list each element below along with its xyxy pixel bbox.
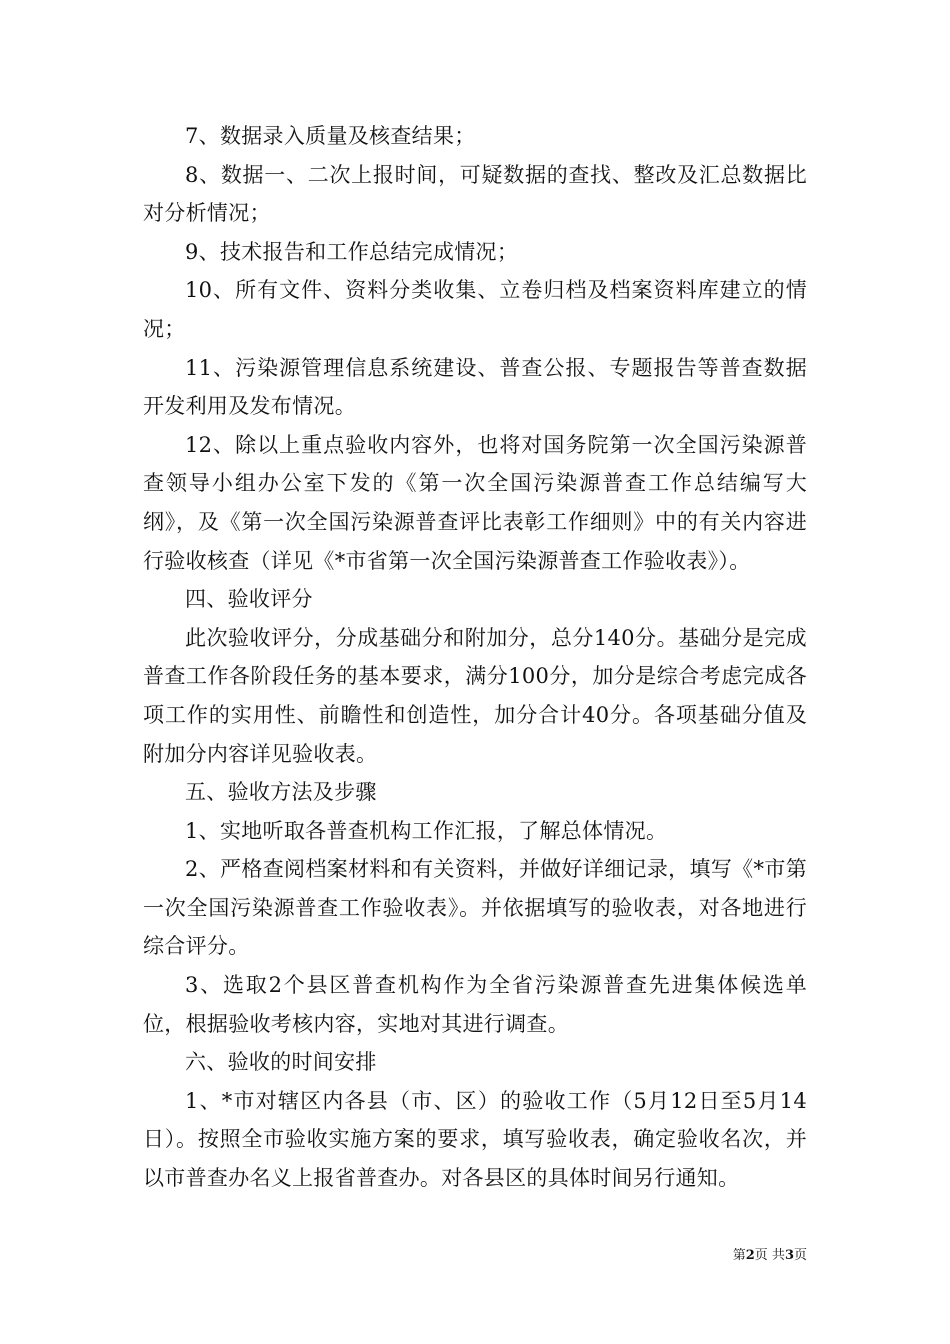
schedule-item-1: 1、*市对辖区内各县（市、区）的验收工作（5月12日至5月14日）。按照全市验收实施方案的要求，填写验收表，确定验收名次，并以市普查办名义上报省普查办。对各县区的具体时间另行通知。: [143, 1088, 807, 1191]
document-body: [143, 117, 807, 1198]
method-step-1: 1、实地听取各普查机构工作汇报，了解总体情况。: [185, 818, 668, 843]
scoring-paragraph: 此次验收评分，分成基础分和附加分，总分140分。基础分是完成普查工作各阶段任务的基本要求，满分100分，加分是综合考虑完成各项工作的实用性、前瞻性和创造性，加分合计40分。各项基础分值及附加分内容详见验收表。: [143, 625, 807, 766]
item-11: 11、污染源管理信息系统建设、普查公报、专题报告等普查数据开发利用及发布情况。: [143, 355, 807, 419]
footer-total-pages: 3: [784, 1248, 794, 1263]
method-step-3: 3、选取2个县区普查机构作为全省污染源普查先进集体候选单位，根据验收考核内容，实地对其进行调查。: [143, 973, 807, 1036]
footer-current-page: 2: [745, 1248, 755, 1263]
item-7: 7、数据录入质量及核查结果；: [185, 124, 476, 148]
method-step-2: 2、严格查阅档案材料和有关资料，并做好详细记录，填写《*市第一次全国污染源普查工作验收表》。并依据填写的验收表，对各地进行综合评分。: [143, 857, 807, 959]
footer-suffix: 页: [793, 1248, 807, 1263]
section-heading-methods: 五、验收方法及步骤: [185, 780, 377, 805]
item-12: 12、除以上重点验收内容外，也将对国务院第一次全国污染源普查领导小组办公室下发的《第一次全国污染源普查工作总结编写大纲》，及《第一次全国污染源普查评比表彰工作细则》中的有关内容进行验收核查（详见《*市省第一次全国污染源普查工作验收表》）。: [143, 432, 807, 573]
footer-middle: 页 共: [754, 1248, 785, 1263]
footer-prefix: 第: [732, 1248, 746, 1263]
page-footer: [733, 1248, 807, 1264]
item-10: 10、所有文件、资料分类收集、立卷归档及档案资料库建立的情况；: [143, 278, 807, 341]
section-heading-schedule: 六、验收的时间安排: [185, 1050, 377, 1075]
item-9: 9、技术报告和工作总结完成情况；: [185, 239, 519, 264]
item-8: 8、数据一、二次上报时间，可疑数据的查找、整改及汇总数据比对分析情况；: [143, 162, 807, 226]
section-heading-scoring: 四、验收评分: [185, 587, 313, 612]
